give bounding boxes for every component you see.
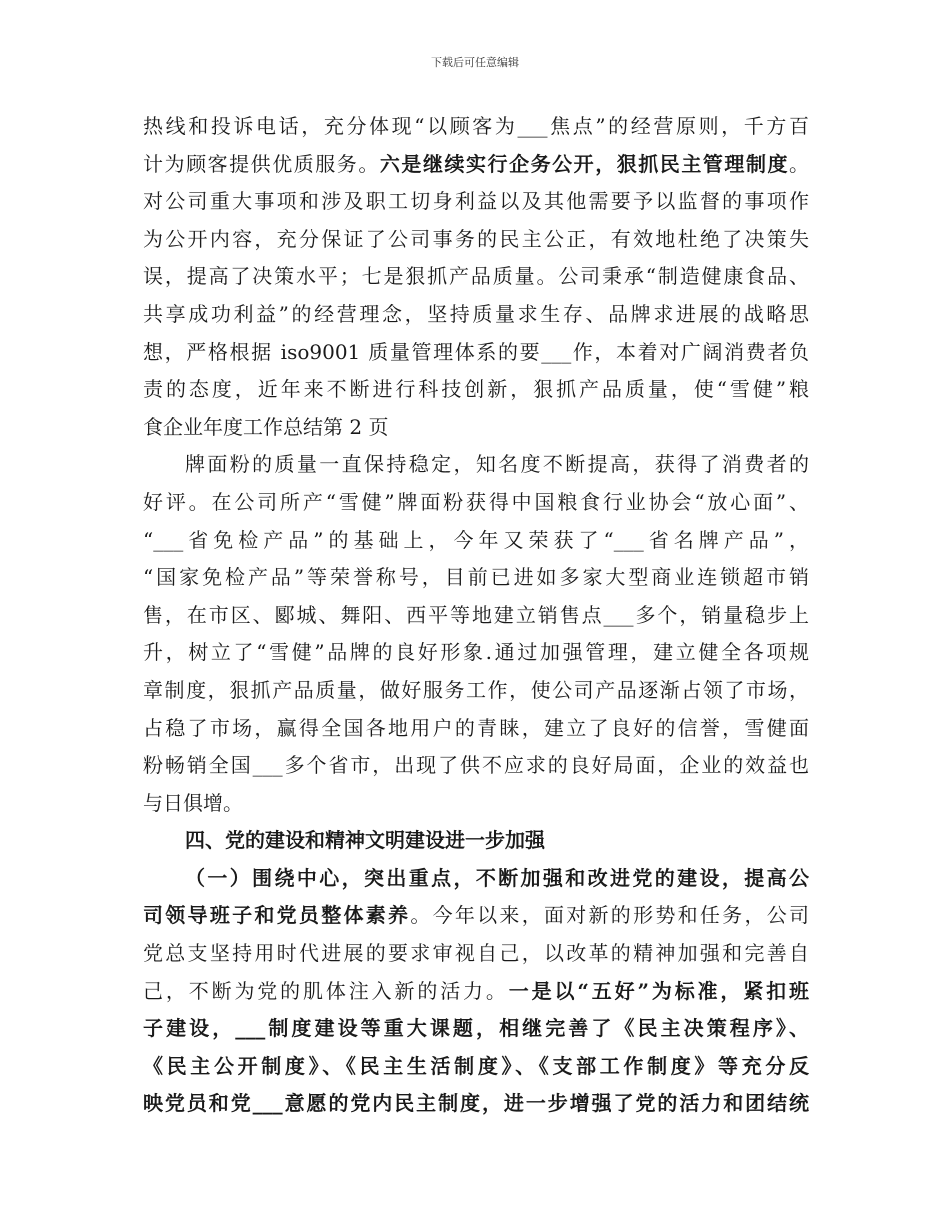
text-line [143,822,809,860]
text-line [143,446,809,484]
text-segment: “___省免检产品”的基础上，今年又荣获了“___省名牌产品”， [143,527,809,552]
text-line [143,146,809,184]
text-line [143,522,809,560]
text-segment: 想，严格根据 iso9001 质量管理体系的要___作，本着对广阔消费者负 [143,339,809,364]
text-segment: 党总支坚持用时代进展的要求审视自己，以改革的精神加强和完善自 [143,941,809,966]
text-line [143,484,809,522]
bold-text-segment: 映党员和党___意愿的党内民主制度，进一步增强了党的活力和团结统 [143,1091,809,1116]
bold-text-segment: 四、党的建设和精神文明建设进一步加强 [185,828,545,853]
text-line [143,710,809,748]
text-segment: 粉畅销全国___多个省市，出现了供不应求的良好局面，企业的效益也 [143,753,809,778]
text-segment: 牌面粉的质量一直保持稳定，知名度不断提高，获得了消费者的 [185,452,809,477]
text-segment: 计为顾客提供优质服务。 [143,151,380,176]
text-line [143,672,809,710]
bold-text-segment: 一是以“五好”为标准，紧扣班 [508,978,809,1003]
text-segment: 占稳了市场，赢得全国各地用户的青睐，建立了良好的信誉，雪健面 [143,715,809,740]
text-line [143,597,809,635]
text-segment: 升，树立了“雪健”品牌的良好形象.通过加强管理，建立健全各项规 [143,640,809,665]
page-header: 下载后可任意编辑 [431,56,519,69]
bold-text-segment: （一）围绕中心，突出重点，不断加强和改进党的建设，提高公 [185,865,809,890]
bold-text-segment: 司领导班子和党员整体素养 [143,903,411,928]
text-segment: 食企业年度工作总结第 2 页 [143,414,389,439]
text-segment: 。 [789,151,809,176]
text-line [143,747,809,785]
text-line [143,634,809,672]
text-line [143,973,809,1011]
text-line [143,221,809,259]
text-segment: 对公司重大事项和涉及职工切身利益以及其他需要予以监督的事项作 [143,189,809,214]
text-segment: 为公开内容，充分保证了公司事务的民主公正，有效地杜绝了决策失 [143,226,809,251]
text-line [143,258,809,296]
text-line [143,935,809,973]
document-body [143,108,809,1123]
bold-text-segment: 《民主公开制度》、《民主生活制度》、《支部工作制度》等充分反 [143,1053,809,1078]
text-segment: 与日俱增。 [143,790,243,815]
text-line [143,1010,809,1048]
text-line [143,1085,809,1123]
text-line [143,860,809,898]
text-segment: 章制度，狠抓产品质量，做好服务工作，使公司产品逐渐占领了市场， [143,677,809,702]
text-segment: 。今年以来，面对新的形势和任务，公司 [410,903,809,928]
text-line [143,1048,809,1086]
text-line [143,296,809,334]
text-line [143,785,809,823]
text-segment: 热线和投诉电话，充分体现“以顾客为___焦点”的经营原则，千方百 [143,114,809,138]
text-line [143,559,809,597]
text-segment: 误，提高了决策水平；七是狠抓产品质量。公司秉承“制造健康食品、 [143,264,809,289]
text-line [143,108,809,146]
text-segment: 好评。在公司所产“雪健”牌面粉获得中国粮食行业协会“放心面”、 [143,489,809,514]
text-segment: 己，不断为党的肌体注入新的活力。 [143,978,509,1003]
text-line [143,897,809,935]
text-segment: 售，在市区、郾城、舞阳、西平等地建立销售点___多个，销量稳步上 [143,602,809,627]
text-line [143,183,809,221]
text-line [143,371,809,409]
text-line [143,334,809,372]
text-segment: “国家免检产品”等荣誉称号，目前已进如多家大型商业连锁超市销 [143,565,809,590]
text-segment: 共享成功利益”的经营理念，坚持质量求生存、品牌求进展的战略思 [143,301,809,326]
text-segment: 责的态度，近年来不断进行科技创新，狠抓产品质量，使“雪健”粮 [143,377,809,402]
text-line [143,409,809,447]
bold-text-segment: 子建设，___制度建设等重大课题，相继完善了《民主决策程序》、 [143,1016,809,1041]
bold-text-segment: 六是继续实行企务公开，狠抓民主管理制度 [379,151,790,176]
